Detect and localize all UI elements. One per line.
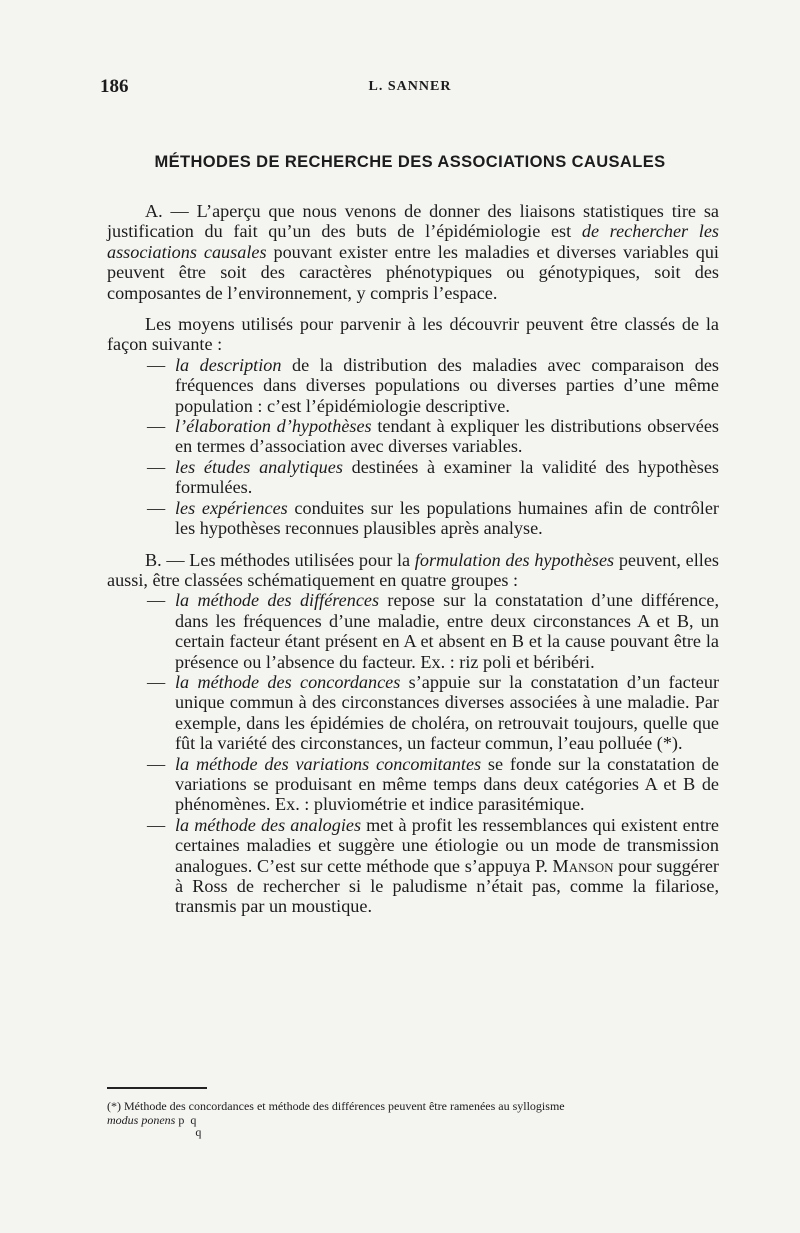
dash-mark: — bbox=[147, 590, 166, 611]
italic-run: de rechercher les associations causales bbox=[107, 221, 719, 262]
list-term: la description bbox=[175, 354, 282, 375]
list-item bbox=[107, 498, 719, 539]
footnote bbox=[107, 1099, 719, 1139]
list-term: les études analytiques bbox=[175, 456, 343, 477]
list-item bbox=[107, 815, 719, 917]
list-text: s’appuie sur la constatation d’un facteur unique commun à des circonstances diverses associées à une maladie. Par exemple, dans les épidémies de choléra, on retrouvait toujours, quelle que fût la variété des circonstances, un facteur commun, l’eau polluée (*). bbox=[175, 671, 719, 754]
running-head-author: L. SANNER bbox=[368, 79, 452, 94]
paragraph-b-intro bbox=[107, 550, 719, 591]
list-term: les expériences bbox=[175, 497, 288, 518]
text-run: A. — L’aperçu que nous venons de donner des liaisons statistiques tire sa justification du fait qu’un des buts de l’épidémiologie est bbox=[107, 201, 719, 242]
list-item bbox=[107, 672, 719, 754]
list-text: met à profit les ressemblances qui existent entre certaines maladies et suggère une étiologie ou un mode de transmission analogues. C’est sur cette méthode que s’appuya P. bbox=[175, 814, 720, 876]
footnote-italic: modus ponens bbox=[107, 1113, 176, 1127]
footnote-text: (*) Méthode des concordances et méthode des différences peuvent être ramenées au syllogisme bbox=[107, 1099, 565, 1113]
dash-mark: — bbox=[147, 814, 166, 835]
dash-mark: — bbox=[147, 753, 166, 774]
section-title: MÉTHODES DE RECHERCHE DES ASSOCIATIONS CAUSALES bbox=[154, 153, 666, 171]
list-item bbox=[107, 416, 719, 457]
list-b bbox=[107, 590, 719, 917]
list-text: pour suggérer à Ross de rechercher si le paludisme n’était pas, comme la filariose, transmis par un moustique. bbox=[175, 855, 719, 917]
paragraph-a-intro bbox=[107, 201, 719, 303]
footnote-line bbox=[107, 1113, 719, 1139]
formula-q: q bbox=[190, 1113, 197, 1127]
list-term: la méthode des différences bbox=[175, 590, 380, 611]
formula-q-below: q bbox=[195, 1125, 202, 1139]
text-run: pouvant exister entre les maladies et diverses variables qui peuvent être soit des caractères phénotypiques ou génotypiques, soit des composantes de l’environnement, y compris l’espace. bbox=[107, 241, 719, 303]
list-term: l’élaboration d’hypothèses bbox=[175, 416, 372, 437]
list-term: la méthode des analogies bbox=[175, 814, 362, 835]
list-text: se fonde sur la constatation de variations se produisant en même temps dans deux catégories A et B de phénomènes. Ex. : pluviométrie et indice parasitémique. bbox=[175, 753, 719, 815]
footnote-formula bbox=[178, 1113, 202, 1139]
list-term: la méthode des concordances bbox=[175, 671, 401, 692]
text-run: B. — Les méthodes utilisées pour la bbox=[145, 549, 415, 570]
list-text: de la distribution des maladies avec comparaison des fréquences dans diverses populations ou diverses parties d’une même population : c’est l’épidémiologie descriptive. bbox=[175, 354, 719, 416]
dash-mark: — bbox=[147, 354, 166, 375]
small-caps-name: Manson bbox=[552, 855, 614, 876]
formula-p: p bbox=[178, 1113, 185, 1127]
list-item bbox=[107, 754, 719, 815]
list-item bbox=[107, 355, 719, 416]
list-a bbox=[107, 355, 719, 539]
footnote-rule bbox=[107, 1087, 207, 1089]
list-term: la méthode des variations concomitantes bbox=[175, 753, 482, 774]
page-number: 186 bbox=[100, 76, 129, 97]
page-header bbox=[100, 76, 720, 100]
dash-mark: — bbox=[147, 671, 166, 692]
list-item bbox=[107, 590, 719, 672]
dash-mark: — bbox=[147, 456, 166, 477]
italic-run: formulation des hypothèses bbox=[414, 549, 615, 570]
paragraph-a-means: Les moyens utilisés pour parvenir à les découvrir peuvent être classés de la façon suivante : bbox=[107, 314, 719, 355]
list-item bbox=[107, 457, 719, 498]
list-text: repose sur la constatation d’une différence, dans les fréquences d’une maladie, entre deux circonstances A et B, un certain facteur étant présent en A et absent en B et la cause pouvant être la présence ou l’absence du facteur. Ex. : riz poli et béribéri. bbox=[175, 590, 719, 672]
footnote-line bbox=[107, 1099, 719, 1113]
dash-mark: — bbox=[147, 497, 166, 518]
list-text: tendant à expliquer les distributions observées en termes d’association avec diverses variables. bbox=[175, 416, 719, 457]
dash-mark: — bbox=[147, 416, 166, 437]
text-run: peuvent, elles aussi, être classées schématiquement en quatre groupes : bbox=[107, 549, 719, 590]
body-text bbox=[107, 201, 719, 917]
list-text: destinées à examiner la validité des hypothèses formulées. bbox=[175, 456, 719, 498]
list-text: conduites sur les populations humaines afin de contrôler les hypothèses reconnues plausibles après analyse. bbox=[175, 497, 719, 539]
